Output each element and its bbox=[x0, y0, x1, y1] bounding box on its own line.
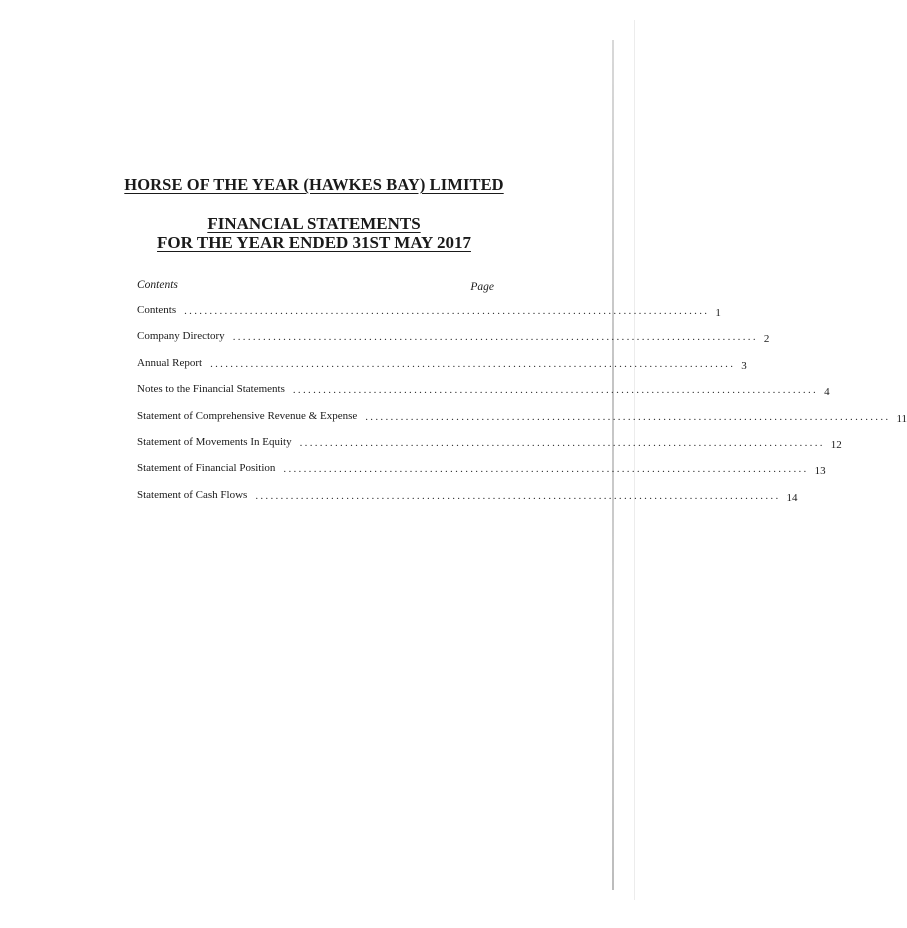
toc-header-contents: Contents bbox=[137, 279, 178, 291]
toc-entry-label: Statement of Financial Position bbox=[137, 462, 283, 474]
toc-leader-dots: ........................................................................................................ bbox=[210, 357, 736, 370]
toc-leader-dots: ........................................................................................................ bbox=[232, 331, 758, 344]
statements-title bbox=[0, 214, 628, 252]
toc-entry-label: Notes to the Financial Statements bbox=[137, 383, 293, 395]
toc-entry-label: Annual Report bbox=[137, 357, 210, 369]
toc-entry-page: 11 bbox=[896, 412, 907, 425]
toc-entry-page: 13 bbox=[814, 465, 826, 478]
toc-entry bbox=[137, 304, 721, 330]
toc-leader-dots: ........................................................................................................ bbox=[292, 384, 819, 397]
toc-leader-dots: ........................................................................................................ bbox=[184, 305, 710, 317]
toc-leader-dots: ........................................................................................................ bbox=[299, 436, 825, 449]
toc-entry bbox=[137, 330, 770, 356]
toc-header-page: Page bbox=[470, 281, 494, 293]
toc-entry-label: Statement of Comprehensive Revenue & Expense bbox=[137, 410, 365, 422]
toc-entry bbox=[137, 409, 907, 436]
toc-entry bbox=[137, 462, 826, 488]
toc-entry-page: 14 bbox=[786, 491, 798, 504]
toc-leader-dots: ........................................................................................................ bbox=[255, 489, 781, 502]
toc-entry bbox=[137, 356, 747, 383]
toc-entry-page: 2 bbox=[763, 333, 770, 346]
toc-entry bbox=[137, 488, 798, 515]
toc-entry-label: Contents bbox=[137, 304, 184, 316]
toc-entry bbox=[137, 383, 830, 409]
toc-entry-page: 3 bbox=[741, 359, 747, 372]
toc-entry-page: 12 bbox=[830, 438, 842, 451]
toc-entry-page: 4 bbox=[824, 386, 830, 399]
scan-edge-faint bbox=[634, 20, 635, 900]
toc-entry-page: 1 bbox=[715, 307, 721, 319]
company-title: HORSE OF THE YEAR (HAWKES BAY) LIMITED bbox=[124, 175, 504, 194]
statements-title-line1: FINANCIAL STATEMENTS bbox=[207, 214, 421, 233]
toc-entry-label: Statement of Cash Flows bbox=[137, 489, 255, 501]
statements-title-line2: FOR THE YEAR ENDED 31ST MAY 2017 bbox=[157, 233, 471, 252]
toc-leader-dots: ........................................................................................................ bbox=[365, 410, 891, 423]
toc-entry bbox=[137, 435, 842, 462]
toc-entry-label: Statement of Movements In Equity bbox=[137, 436, 300, 448]
toc-leader-dots: ........................................................................................................ bbox=[283, 463, 809, 476]
table-of-contents bbox=[137, 304, 907, 515]
toc-entry-label: Company Directory bbox=[137, 330, 233, 342]
